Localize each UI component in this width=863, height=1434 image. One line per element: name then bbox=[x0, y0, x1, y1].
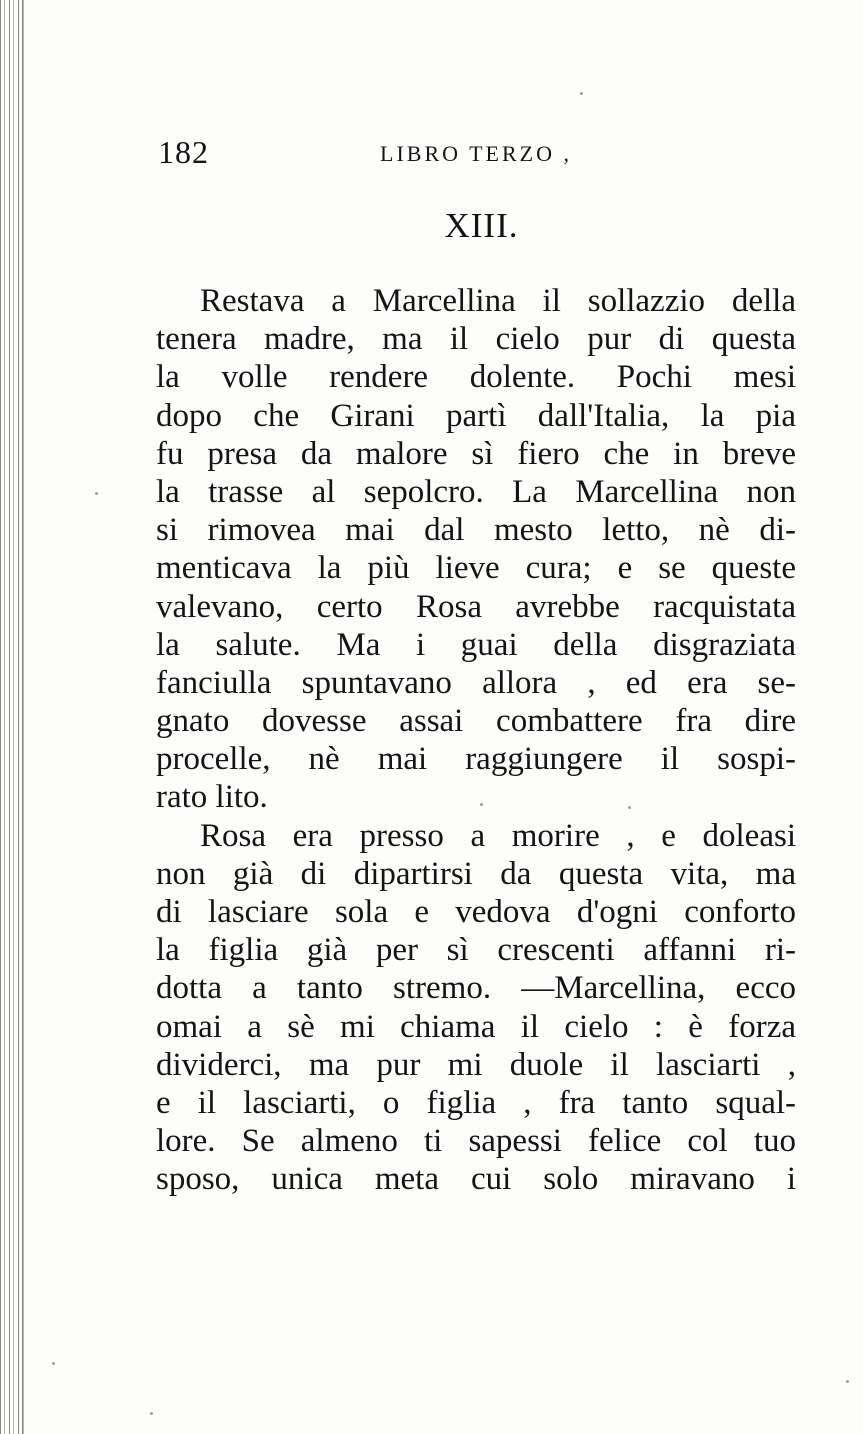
text-line: fanciulla spuntavano allora , ed era se- bbox=[156, 664, 796, 701]
text-line: la figlia già per sì crescenti affanni ri- bbox=[156, 932, 796, 969]
text-line: fu presa da malore sì fiero che in breve bbox=[156, 435, 796, 472]
text-line: gnato dovesse assai combattere fra dire bbox=[156, 703, 796, 740]
running-title: LIBRO TERZO , bbox=[380, 141, 572, 166]
paper-speck bbox=[150, 1412, 153, 1415]
paper-speck bbox=[580, 92, 583, 95]
text-line: rato lito. bbox=[156, 779, 268, 816]
text-line: Rosa era presso a morire , e doleasi bbox=[200, 817, 796, 854]
running-head bbox=[158, 134, 798, 174]
text-line: menticava la più lieve cura; e se queste bbox=[156, 550, 796, 587]
paper-speck bbox=[846, 1380, 849, 1383]
text-line: valevano, certo Rosa avrebbe racquistata bbox=[156, 588, 796, 625]
text-line: tenera madre, ma il cielo pur di questa bbox=[156, 321, 796, 358]
text-line: procelle, nè mai raggiungere il sospi- bbox=[156, 741, 796, 778]
paper-speck bbox=[480, 803, 483, 806]
text-line: si rimovea mai dal mesto letto, nè di- bbox=[156, 512, 796, 549]
paper-speck bbox=[628, 806, 631, 809]
paper-speck bbox=[52, 1362, 55, 1365]
text-line: dividerci, ma pur mi duole il lasciarti , bbox=[156, 1046, 796, 1083]
chapter-heading: XIII. bbox=[444, 206, 519, 245]
text-line: di lasciare sola e vedova d'ogni conforto bbox=[156, 894, 796, 930]
text-line: la volle rendere dolente. Pochi mesi bbox=[156, 359, 796, 396]
text-line: dopo che Girani partì dall'Italia, la pia bbox=[156, 397, 796, 434]
text-line: Restava a Marcellina il sollazzio della bbox=[200, 283, 796, 319]
text-line: sposo, unica meta cui solo miravano i bbox=[156, 1161, 796, 1198]
text-line: la salute. Ma i guai della disgraziata bbox=[156, 626, 796, 663]
paper-speck bbox=[95, 492, 98, 495]
page-number: 182 bbox=[158, 134, 209, 170]
text-line: la trasse al sepolcro. La Marcellina non bbox=[156, 473, 796, 510]
text-line: dotta a tanto stremo. —Marcellina, ecco bbox=[156, 970, 796, 1007]
text-line: e il lasciarti, o figlia , fra tanto squal- bbox=[156, 1084, 796, 1121]
text-line: lore. Se almeno ti sapessi felice col tuo bbox=[156, 1123, 796, 1160]
text-line: omai a sè mi chiama il cielo : è forza bbox=[156, 1008, 796, 1045]
text-line: non già di dipartirsi da questa vita, ma bbox=[156, 855, 796, 892]
body-text bbox=[156, 282, 796, 1199]
